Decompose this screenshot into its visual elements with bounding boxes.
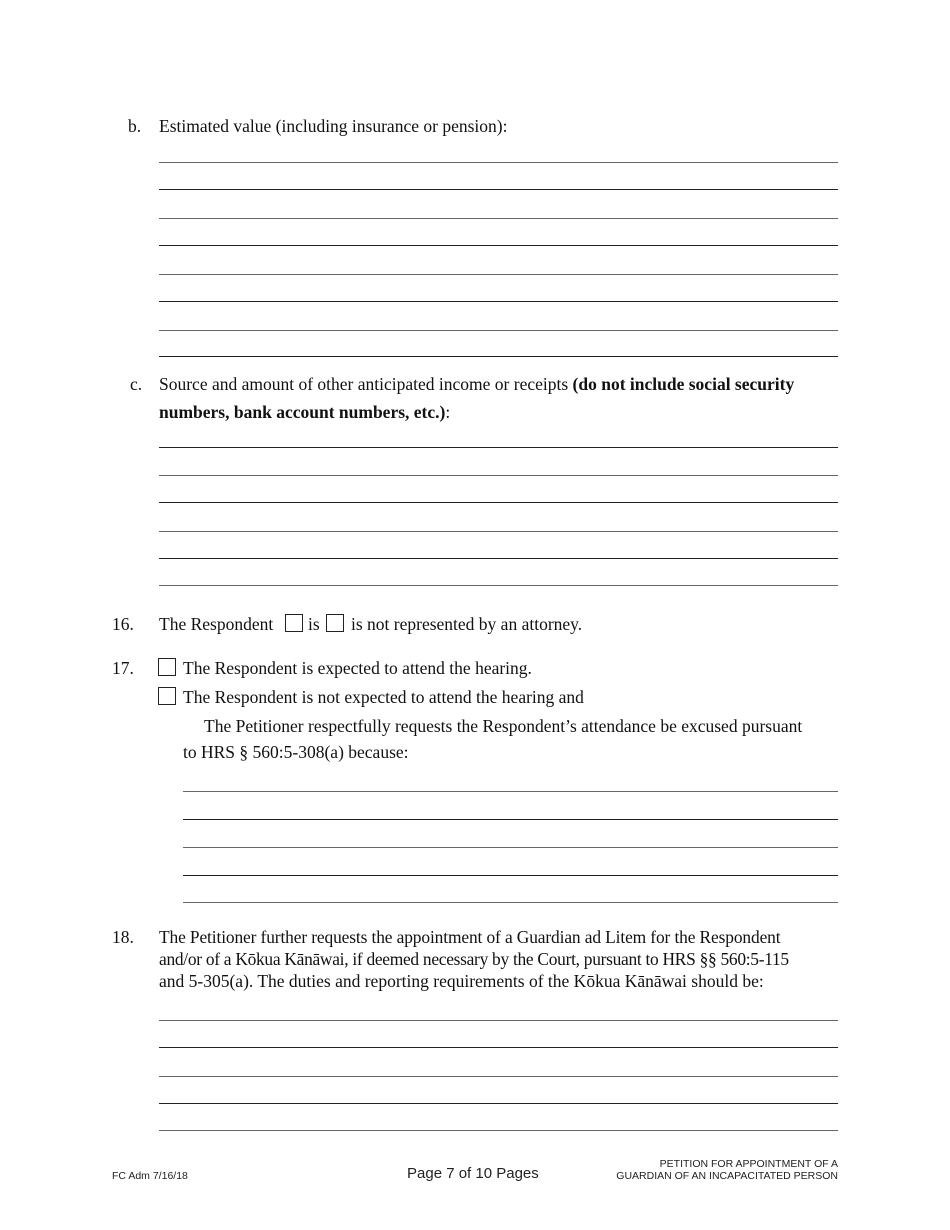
item-17-request-line-2: to HRS § 560:5-308(a) because: xyxy=(183,742,409,762)
item-c-label-bold-2: numbers, bank account numbers, etc.) xyxy=(159,402,446,422)
item-16-text-2: is xyxy=(308,614,320,634)
item-c-label-line-1 xyxy=(159,373,838,395)
item-18-line-3: and 5-305(a). The duties and reporting requirements of the Kōkua Kānāwai should be: xyxy=(159,971,764,991)
answer-line[interactable] xyxy=(159,531,838,532)
footer-page-label: Page 7 of 10 Pages xyxy=(407,1165,539,1182)
item-c-letter: c. xyxy=(130,374,143,394)
footer-title-line-1: PETITION FOR APPOINTMENT OF A xyxy=(659,1158,838,1170)
item-c-label-start: Source and amount of other anticipated income or receipts xyxy=(159,374,573,394)
answer-line[interactable] xyxy=(183,902,838,903)
item-16-text-1: The Respondent xyxy=(159,614,274,634)
answer-line[interactable] xyxy=(159,1103,838,1104)
answer-line[interactable] xyxy=(159,585,838,586)
answer-line[interactable] xyxy=(159,274,838,275)
item-18-line-2: and/or of a Kōkua Kānāwai, if deemed necessary by the Court, pursuant to HRS §§ 560:5-115 xyxy=(159,949,789,969)
footer-title-line-2: GUARDIAN OF AN INCAPACITATED PERSON xyxy=(616,1170,838,1182)
answer-line[interactable] xyxy=(159,301,838,302)
not-expected-to-attend-checkbox[interactable] xyxy=(158,687,176,705)
item-b-letter: b. xyxy=(128,116,142,136)
answer-line[interactable] xyxy=(159,558,838,559)
item-17-option-2: The Respondent is not expected to attend the hearing and xyxy=(183,687,584,707)
item-17-request-line-1: The Petitioner respectfully requests the Respondent’s attendance be excused pursuant xyxy=(204,716,803,736)
item-18-line-1: The Petitioner further requests the appointment of a Guardian ad Litem for the Respondent xyxy=(159,927,781,947)
answer-line[interactable] xyxy=(159,218,838,219)
answer-line[interactable] xyxy=(159,447,838,448)
answer-line[interactable] xyxy=(159,1076,838,1077)
answer-line[interactable] xyxy=(159,1020,838,1021)
is-not-represented-checkbox[interactable] xyxy=(326,614,344,632)
answer-line[interactable] xyxy=(183,847,838,848)
item-b-label: Estimated value (including insurance or pension): xyxy=(159,116,508,136)
item-17-option-1: The Respondent is expected to attend the hearing. xyxy=(183,658,532,678)
footer-form-id: FC Adm 7/16/18 xyxy=(112,1170,188,1182)
answer-line[interactable] xyxy=(159,356,838,357)
item-c-label-end: : xyxy=(445,402,451,422)
expected-to-attend-checkbox[interactable] xyxy=(158,658,176,676)
answer-line[interactable] xyxy=(183,791,838,792)
answer-line[interactable] xyxy=(159,162,838,163)
answer-line[interactable] xyxy=(159,1047,838,1048)
answer-line[interactable] xyxy=(159,245,838,246)
answer-line[interactable] xyxy=(159,189,838,190)
item-16-text-3: is not represented by an attorney. xyxy=(351,614,583,634)
is-represented-checkbox[interactable] xyxy=(285,614,303,632)
item-17-number: 17. xyxy=(112,658,134,678)
item-c-label-line-2 xyxy=(159,401,450,423)
item-18-number: 18. xyxy=(112,927,134,947)
answer-line[interactable] xyxy=(159,1130,838,1131)
item-c-label-bold-1: (do not include social security xyxy=(572,374,795,394)
answer-line[interactable] xyxy=(159,502,838,503)
item-16-number: 16. xyxy=(112,614,134,634)
answer-line[interactable] xyxy=(183,875,838,876)
answer-line[interactable] xyxy=(159,330,838,331)
answer-line[interactable] xyxy=(183,819,838,820)
answer-line[interactable] xyxy=(159,475,838,476)
footer-document-title xyxy=(616,1158,838,1182)
